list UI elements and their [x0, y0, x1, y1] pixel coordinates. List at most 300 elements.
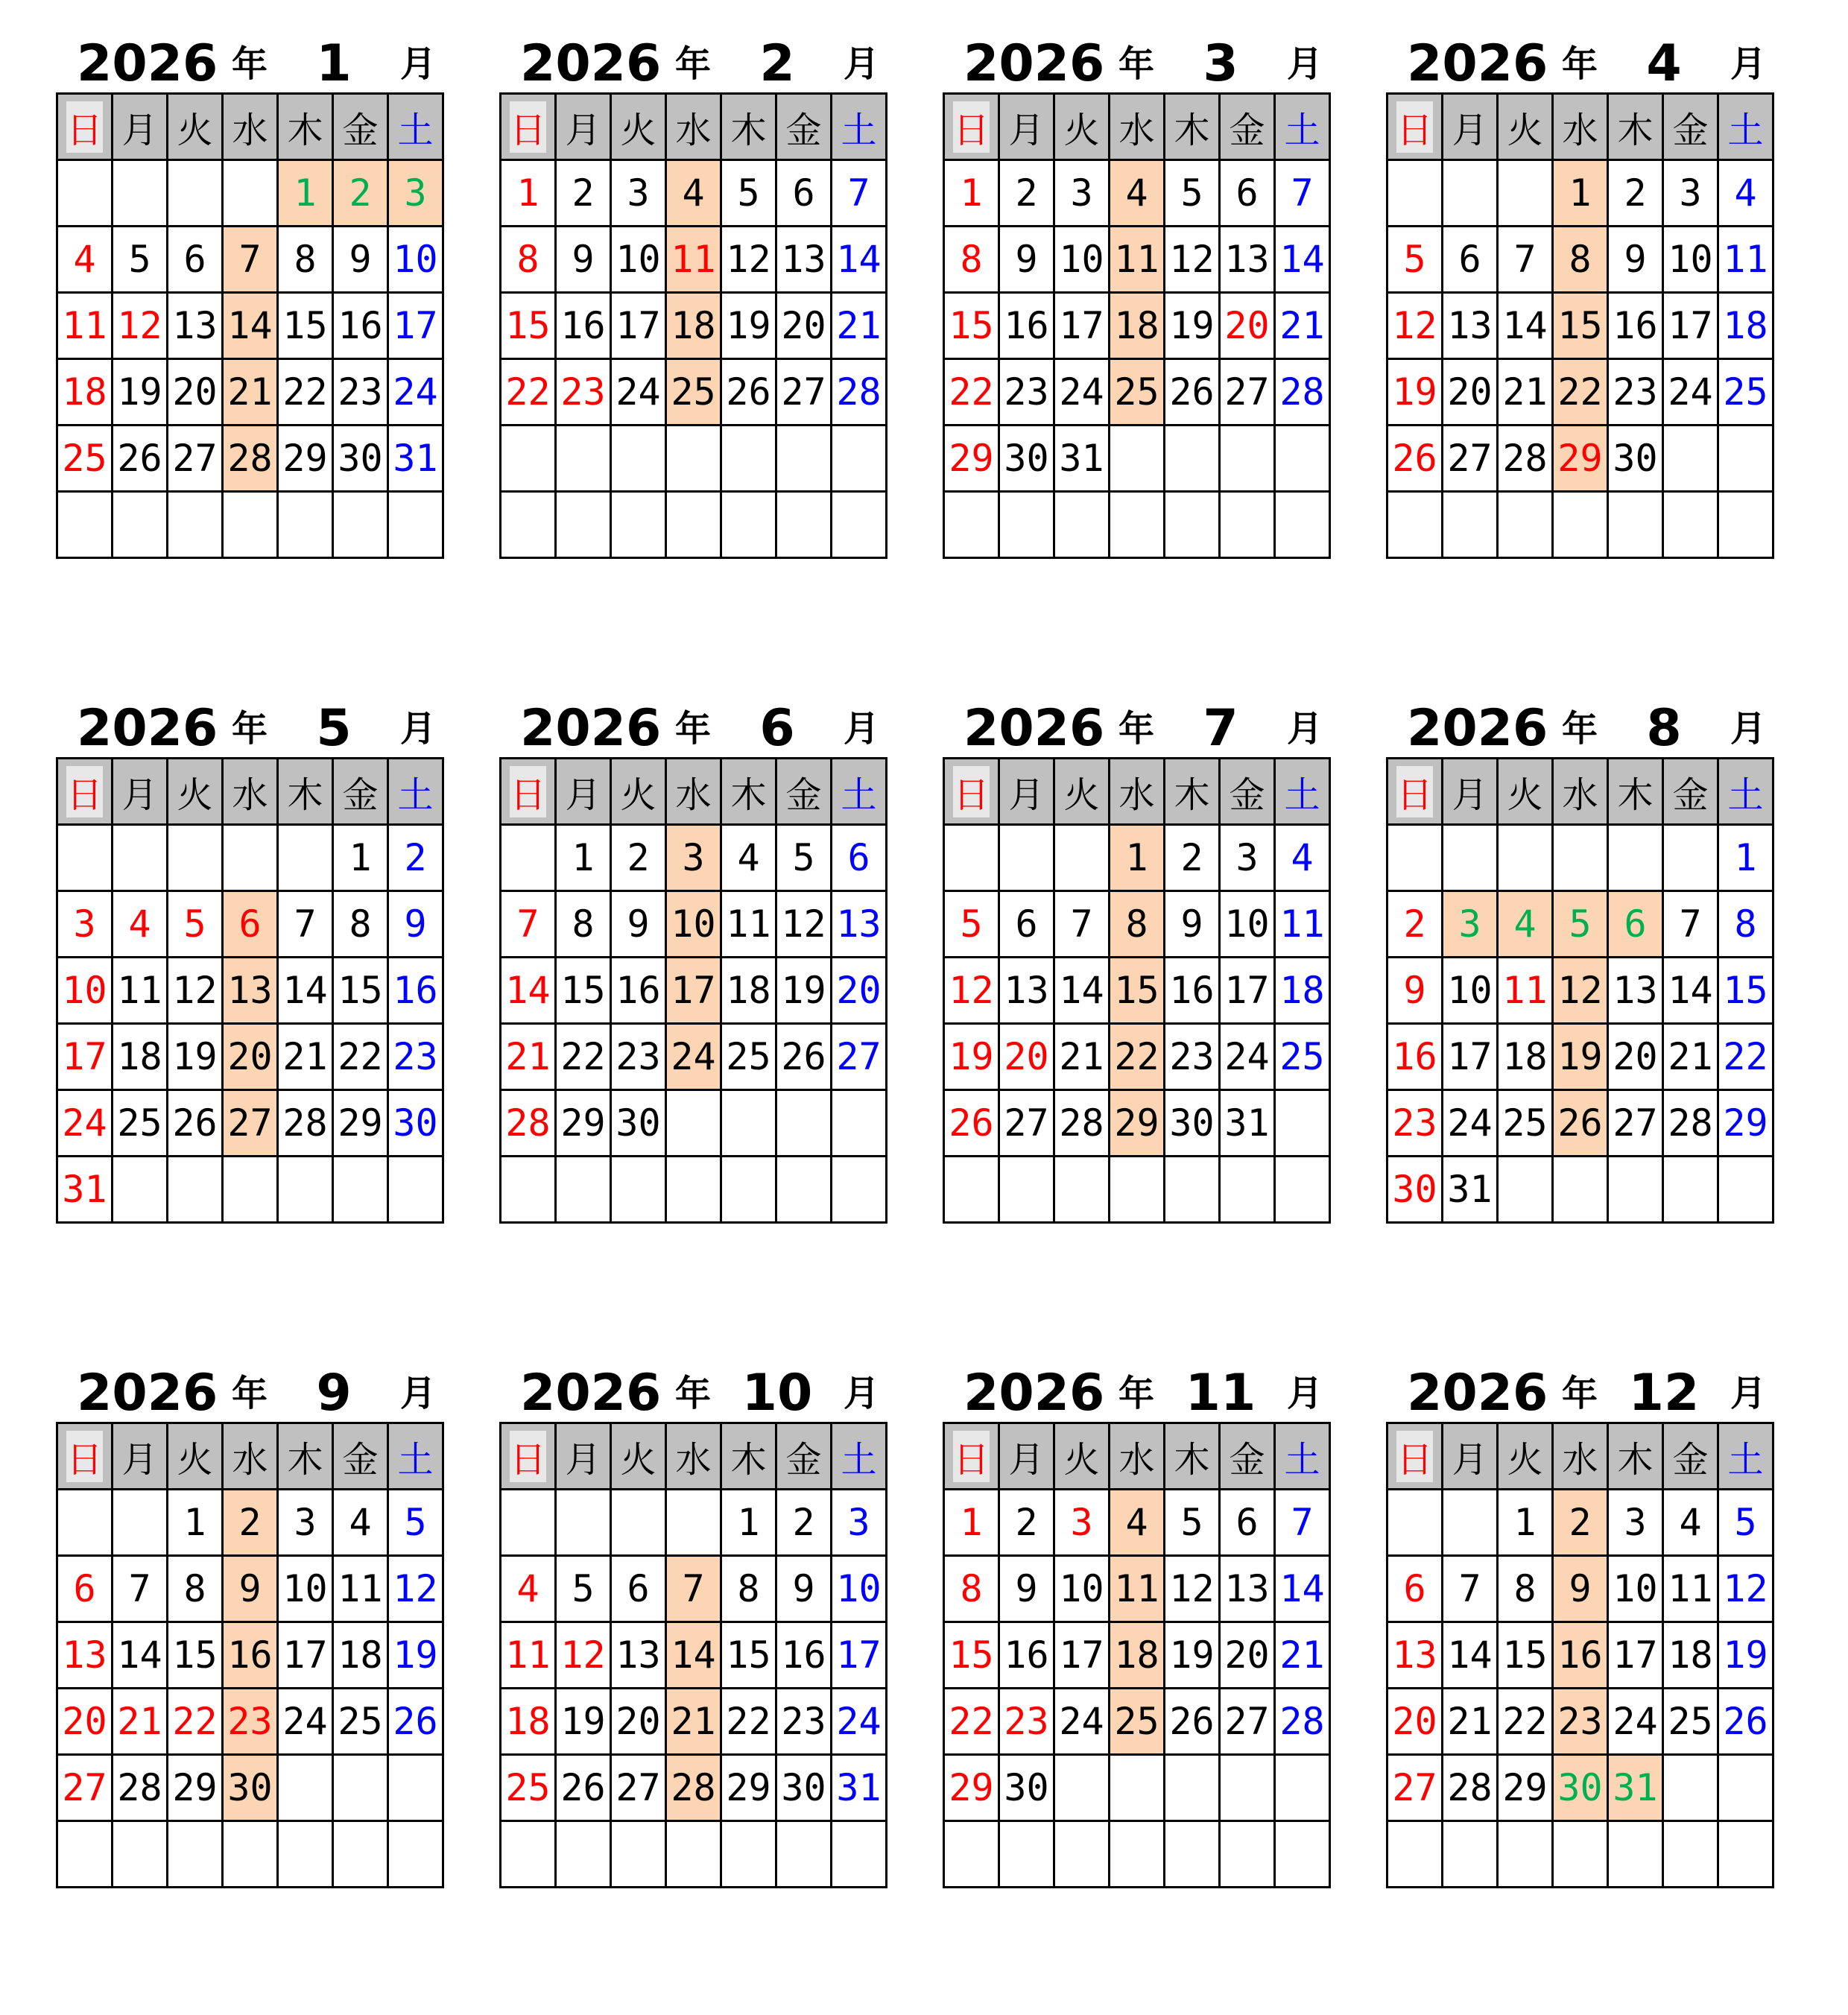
- day-cell: 2: [1000, 1490, 1055, 1557]
- day-cell: 1: [1499, 1490, 1554, 1557]
- day-cell: 30: [1388, 1157, 1443, 1224]
- weekday-header: [224, 759, 279, 826]
- day-cell: 13: [1000, 958, 1055, 1025]
- day-cell: 26: [168, 1091, 224, 1157]
- day-cell: 13: [1443, 294, 1499, 360]
- empty-cell: [945, 493, 1000, 559]
- empty-cell: [1276, 1091, 1331, 1157]
- day-cell: 27: [1388, 1756, 1443, 1822]
- weekday-label: 土: [397, 774, 434, 816]
- empty-cell: [1443, 826, 1499, 892]
- empty-cell: [667, 493, 722, 559]
- day-cell: 14: [1664, 958, 1719, 1025]
- day-cell: 16: [334, 294, 389, 360]
- day-cell: 16: [1000, 1623, 1055, 1689]
- weekday-header: [1499, 95, 1554, 161]
- day-cell: 15: [557, 958, 612, 1025]
- day-cell: 8: [945, 1557, 1000, 1623]
- day-cell: 18: [334, 1623, 389, 1689]
- weekday-header: [1221, 95, 1276, 161]
- empty-cell: [113, 826, 168, 892]
- day-cell: 7: [832, 161, 887, 227]
- weekday-header: [1276, 759, 1331, 826]
- month-calendar-3: [943, 22, 1338, 559]
- day-cell: 24: [612, 360, 667, 426]
- day-cell: 24: [1055, 360, 1110, 426]
- weekday-label: 月: [1452, 774, 1488, 816]
- day-cell: 10: [279, 1557, 334, 1623]
- day-cell: 3: [1664, 161, 1719, 227]
- day-cell: 20: [58, 1689, 113, 1756]
- day-cell: 17: [279, 1623, 334, 1689]
- day-cell: 24: [1221, 1025, 1276, 1091]
- day-cell: 31: [389, 426, 444, 493]
- empty-cell: [945, 1157, 1000, 1224]
- empty-cell: [334, 493, 389, 559]
- day-cell: 4: [1719, 161, 1774, 227]
- weekday-label: 日: [1396, 1431, 1432, 1482]
- weekday-label: 金: [1229, 109, 1265, 151]
- empty-cell: [224, 1157, 279, 1224]
- empty-cell: [113, 493, 168, 559]
- day-cell: 25: [1719, 360, 1774, 426]
- title-year-suffix: 年: [232, 1373, 268, 1414]
- day-cell: 17: [1664, 294, 1719, 360]
- day-cell: 28: [224, 426, 279, 493]
- title-month: 2: [759, 34, 795, 93]
- weekday-header: [722, 1424, 777, 1490]
- weekday-header: [389, 95, 444, 161]
- day-cell: 27: [612, 1756, 667, 1822]
- day-cell: 30: [1000, 426, 1055, 493]
- title-year: 2026: [1407, 699, 1548, 758]
- day-cell: 3: [279, 1490, 334, 1557]
- title-year-suffix: 年: [232, 708, 268, 750]
- title-year: 2026: [1407, 34, 1548, 93]
- weekday-label: 水: [1562, 1438, 1598, 1481]
- empty-cell: [777, 426, 832, 493]
- day-cell: 16: [777, 1623, 832, 1689]
- day-cell: 27: [832, 1025, 887, 1091]
- weekday-label: 月: [1452, 1438, 1488, 1481]
- day-cell: 19: [1388, 360, 1443, 426]
- empty-cell: [667, 1157, 722, 1224]
- weekday-header: [777, 759, 832, 826]
- day-cell: 20: [832, 958, 887, 1025]
- day-cell: 30: [1000, 1756, 1055, 1822]
- empty-cell: [334, 1157, 389, 1224]
- day-cell: 20: [1221, 1623, 1276, 1689]
- day-cell: 16: [1000, 294, 1055, 360]
- empty-cell: [279, 493, 334, 559]
- weekday-label: 木: [287, 774, 323, 816]
- weekday-label: 木: [730, 774, 767, 816]
- day-cell: 31: [832, 1756, 887, 1822]
- empty-cell: [1664, 826, 1719, 892]
- day-cell: 27: [58, 1756, 113, 1822]
- weekday-label: 火: [177, 109, 213, 151]
- day-cell: 29: [168, 1756, 224, 1822]
- empty-cell: [389, 1157, 444, 1224]
- day-cell: 23: [334, 360, 389, 426]
- day-cell: 24: [667, 1025, 722, 1091]
- title-year-suffix: 年: [675, 1373, 712, 1414]
- weekday-label: 水: [675, 774, 712, 816]
- calendar-grid: [1386, 92, 1774, 559]
- weekday-label: 水: [232, 774, 268, 816]
- day-cell: 7: [667, 1557, 722, 1623]
- empty-cell: [777, 493, 832, 559]
- day-cell: 18: [667, 294, 722, 360]
- day-cell: 16: [612, 958, 667, 1025]
- weekday-header: [1664, 1424, 1719, 1490]
- title-year-suffix: 年: [232, 43, 268, 85]
- empty-cell: [722, 426, 777, 493]
- title-month-suffix: 月: [1287, 1373, 1323, 1414]
- empty-cell: [224, 493, 279, 559]
- day-cell: 23: [1388, 1091, 1443, 1157]
- day-cell: 16: [1165, 958, 1221, 1025]
- weekday-header: [1165, 1424, 1221, 1490]
- day-cell: 25: [1110, 1689, 1165, 1756]
- day-cell: 25: [1276, 1025, 1331, 1091]
- title-year: 2026: [520, 34, 662, 93]
- day-cell: 19: [777, 958, 832, 1025]
- weekday-header: [334, 759, 389, 826]
- day-cell: 12: [168, 958, 224, 1025]
- weekday-label: 水: [675, 109, 712, 151]
- weekday-header: [722, 759, 777, 826]
- calendar-grid: [56, 757, 444, 1224]
- weekday-label: 木: [287, 109, 323, 151]
- day-cell: 11: [722, 892, 777, 958]
- day-cell: 21: [1276, 1623, 1331, 1689]
- day-cell: 8: [557, 892, 612, 958]
- day-cell: 16: [1609, 294, 1664, 360]
- day-cell: 1: [334, 826, 389, 892]
- day-cell: 25: [722, 1025, 777, 1091]
- weekday-label: 月: [121, 1438, 158, 1481]
- day-cell: 24: [389, 360, 444, 426]
- day-cell: 6: [1000, 892, 1055, 958]
- title-month: 6: [759, 699, 795, 758]
- day-cell: 1: [1554, 161, 1609, 227]
- day-cell: 26: [1388, 426, 1443, 493]
- month-calendar-4: [1386, 22, 1781, 559]
- day-cell: 30: [1609, 426, 1664, 493]
- empty-cell: [777, 1822, 832, 1888]
- day-cell: 30: [389, 1091, 444, 1157]
- empty-cell: [279, 1756, 334, 1822]
- title-month-suffix: 月: [1287, 43, 1323, 85]
- day-cell: 15: [1554, 294, 1609, 360]
- empty-cell: [389, 1756, 444, 1822]
- day-cell: 6: [777, 161, 832, 227]
- title-year-suffix: 年: [675, 708, 712, 750]
- day-cell: 27: [168, 426, 224, 493]
- empty-cell: [1221, 1822, 1276, 1888]
- day-cell: 23: [389, 1025, 444, 1091]
- day-cell: 4: [334, 1490, 389, 1557]
- day-cell: 20: [1221, 294, 1276, 360]
- empty-cell: [832, 1091, 887, 1157]
- day-cell: 14: [1055, 958, 1110, 1025]
- empty-cell: [1554, 1822, 1609, 1888]
- calendar-grid: [499, 92, 887, 559]
- empty-cell: [1165, 1157, 1221, 1224]
- weekday-header: [113, 1424, 168, 1490]
- day-cell: 22: [168, 1689, 224, 1756]
- weekday-header: [279, 95, 334, 161]
- day-cell: 15: [1719, 958, 1774, 1025]
- weekday-label: 土: [1727, 109, 1764, 151]
- day-cell: 30: [334, 426, 389, 493]
- day-cell: 15: [945, 294, 1000, 360]
- weekday-label: 日: [66, 766, 102, 817]
- weekday-label: 土: [1284, 109, 1320, 151]
- day-cell: 2: [1165, 826, 1221, 892]
- empty-cell: [168, 826, 224, 892]
- weekday-label: 木: [1174, 1438, 1210, 1481]
- day-cell: 10: [389, 227, 444, 294]
- weekday-label: 日: [510, 766, 545, 817]
- day-cell: 19: [557, 1689, 612, 1756]
- day-cell: 11: [1110, 1557, 1165, 1623]
- day-cell: 17: [612, 294, 667, 360]
- empty-cell: [1110, 493, 1165, 559]
- day-cell: 7: [224, 227, 279, 294]
- day-cell: 4: [1110, 1490, 1165, 1557]
- day-cell: 5: [1388, 227, 1443, 294]
- empty-cell: [1443, 1490, 1499, 1557]
- day-cell: 14: [1443, 1623, 1499, 1689]
- day-cell: 7: [1664, 892, 1719, 958]
- weekday-label: 木: [1174, 109, 1210, 151]
- empty-cell: [612, 1490, 667, 1557]
- calendar-grid: [1386, 757, 1774, 1224]
- day-cell: 29: [279, 426, 334, 493]
- empty-cell: [1165, 1822, 1221, 1888]
- day-cell: 6: [1609, 892, 1664, 958]
- empty-cell: [501, 1157, 557, 1224]
- weekday-header: [1443, 759, 1499, 826]
- weekday-header: [58, 759, 113, 826]
- title-month: 10: [741, 1364, 813, 1423]
- weekday-header: [224, 1424, 279, 1490]
- month-title: [56, 687, 451, 757]
- empty-cell: [1000, 1822, 1055, 1888]
- weekday-label: 日: [953, 766, 989, 817]
- day-cell: 8: [1110, 892, 1165, 958]
- weekday-header: [1276, 1424, 1331, 1490]
- day-cell: 29: [1499, 1756, 1554, 1822]
- title-month-suffix: 月: [1287, 708, 1323, 750]
- title-month: 12: [1628, 1364, 1700, 1423]
- month-title: [1386, 687, 1781, 757]
- day-cell: 15: [279, 294, 334, 360]
- day-cell: 15: [1499, 1623, 1554, 1689]
- day-cell: 18: [1110, 294, 1165, 360]
- empty-cell: [1499, 161, 1554, 227]
- empty-cell: [1055, 493, 1110, 559]
- day-cell: 2: [334, 161, 389, 227]
- day-cell: 2: [1388, 892, 1443, 958]
- day-cell: 11: [1499, 958, 1554, 1025]
- day-cell: 23: [1000, 1689, 1055, 1756]
- day-cell: 23: [1165, 1025, 1221, 1091]
- weekday-label: 木: [1617, 1438, 1654, 1481]
- day-cell: 6: [58, 1557, 113, 1623]
- day-cell: 20: [777, 294, 832, 360]
- day-cell: 27: [1609, 1091, 1664, 1157]
- day-cell: 25: [1499, 1091, 1554, 1157]
- empty-cell: [1055, 826, 1110, 892]
- empty-cell: [501, 426, 557, 493]
- empty-cell: [1388, 826, 1443, 892]
- title-year: 2026: [77, 699, 218, 758]
- day-cell: 5: [389, 1490, 444, 1557]
- empty-cell: [1165, 493, 1221, 559]
- day-cell: 8: [722, 1557, 777, 1623]
- day-cell: 28: [113, 1756, 168, 1822]
- day-cell: 27: [777, 360, 832, 426]
- day-cell: 30: [1165, 1091, 1221, 1157]
- day-cell: 31: [1221, 1091, 1276, 1157]
- empty-cell: [1664, 493, 1719, 559]
- day-cell: 21: [501, 1025, 557, 1091]
- day-cell: 15: [501, 294, 557, 360]
- day-cell: 25: [501, 1756, 557, 1822]
- day-cell: 21: [113, 1689, 168, 1756]
- day-cell: 26: [945, 1091, 1000, 1157]
- day-cell: 25: [667, 360, 722, 426]
- empty-cell: [224, 1822, 279, 1888]
- day-cell: 2: [1000, 161, 1055, 227]
- title-year: 2026: [1407, 1364, 1548, 1423]
- day-cell: 12: [1165, 227, 1221, 294]
- empty-cell: [1388, 1490, 1443, 1557]
- day-cell: 3: [1055, 1490, 1110, 1557]
- weekday-label: 日: [1396, 101, 1432, 153]
- day-cell: 11: [113, 958, 168, 1025]
- weekday-label: 木: [1617, 109, 1654, 151]
- weekday-header: [777, 1424, 832, 1490]
- empty-cell: [612, 1157, 667, 1224]
- title-year: 2026: [77, 34, 218, 93]
- day-cell: 4: [1276, 826, 1331, 892]
- day-cell: 22: [1499, 1689, 1554, 1756]
- day-cell: 3: [58, 892, 113, 958]
- empty-cell: [1276, 1157, 1331, 1224]
- weekday-header: [612, 95, 667, 161]
- day-cell: 26: [777, 1025, 832, 1091]
- calendar-grid: [943, 757, 1331, 1224]
- weekday-header: [168, 1424, 224, 1490]
- day-cell: 13: [832, 892, 887, 958]
- weekday-header: [832, 95, 887, 161]
- weekday-header: [1499, 1424, 1554, 1490]
- weekday-header: [1554, 1424, 1609, 1490]
- weekday-label: 土: [1727, 774, 1764, 816]
- empty-cell: [224, 161, 279, 227]
- empty-cell: [667, 1490, 722, 1557]
- weekday-header: [1609, 759, 1664, 826]
- weekday-label: 火: [1063, 109, 1100, 151]
- day-cell: 23: [1609, 360, 1664, 426]
- day-cell: 23: [612, 1025, 667, 1091]
- weekday-label: 月: [565, 774, 601, 816]
- empty-cell: [667, 426, 722, 493]
- month-title: [943, 1352, 1338, 1422]
- day-cell: 29: [945, 1756, 1000, 1822]
- weekday-header: [1719, 95, 1774, 161]
- day-cell: 31: [1609, 1756, 1664, 1822]
- weekday-label: 火: [1507, 1438, 1543, 1481]
- day-cell: 13: [1221, 1557, 1276, 1623]
- title-month-suffix: 月: [400, 1373, 437, 1414]
- empty-cell: [1719, 493, 1774, 559]
- title-month: 5: [316, 699, 352, 758]
- title-year-suffix: 年: [1118, 43, 1155, 85]
- month-title: [499, 687, 894, 757]
- day-cell: 13: [58, 1623, 113, 1689]
- empty-cell: [722, 1091, 777, 1157]
- day-cell: 7: [1276, 1490, 1331, 1557]
- empty-cell: [1221, 1157, 1276, 1224]
- day-cell: 23: [1000, 360, 1055, 426]
- day-cell: 22: [1110, 1025, 1165, 1091]
- day-cell: 6: [612, 1557, 667, 1623]
- day-cell: 28: [1499, 426, 1554, 493]
- empty-cell: [1388, 493, 1443, 559]
- month-calendar-1: [56, 22, 451, 559]
- empty-cell: [1443, 493, 1499, 559]
- day-cell: 3: [1055, 161, 1110, 227]
- empty-cell: [501, 1822, 557, 1888]
- weekday-label: 火: [620, 109, 656, 151]
- empty-cell: [1719, 1756, 1774, 1822]
- day-cell: 5: [722, 161, 777, 227]
- empty-cell: [1000, 493, 1055, 559]
- title-month-suffix: 月: [844, 43, 880, 85]
- empty-cell: [777, 1157, 832, 1224]
- weekday-header: [1055, 1424, 1110, 1490]
- day-cell: 16: [224, 1623, 279, 1689]
- title-month-suffix: 月: [1730, 43, 1767, 85]
- day-cell: 10: [667, 892, 722, 958]
- month-title: [499, 1352, 894, 1422]
- weekday-header: [279, 759, 334, 826]
- day-cell: 3: [667, 826, 722, 892]
- weekday-header: [1110, 1424, 1165, 1490]
- weekday-label: 火: [177, 1438, 213, 1481]
- day-cell: 9: [1165, 892, 1221, 958]
- day-cell: 17: [389, 294, 444, 360]
- empty-cell: [722, 493, 777, 559]
- day-cell: 29: [334, 1091, 389, 1157]
- weekday-label: 水: [675, 1438, 712, 1481]
- day-cell: 31: [58, 1157, 113, 1224]
- weekday-label: 金: [1229, 1438, 1265, 1481]
- weekday-header: [557, 95, 612, 161]
- day-cell: 13: [1609, 958, 1664, 1025]
- weekday-header: [1664, 95, 1719, 161]
- day-cell: 4: [58, 227, 113, 294]
- day-cell: 8: [945, 227, 1000, 294]
- day-cell: 19: [1719, 1623, 1774, 1689]
- weekday-label: 金: [785, 774, 822, 816]
- day-cell: 11: [1664, 1557, 1719, 1623]
